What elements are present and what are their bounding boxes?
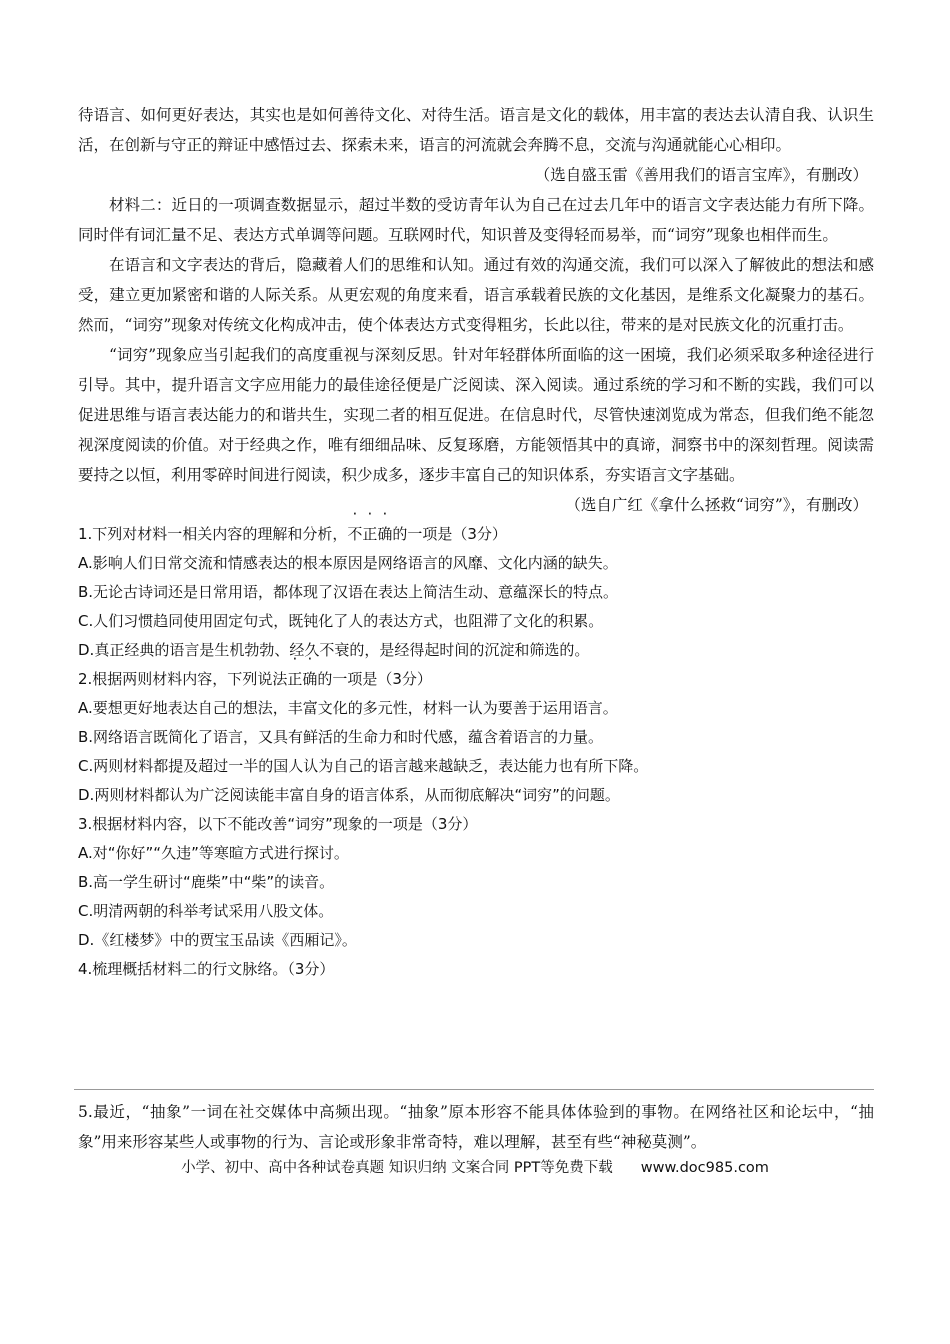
question-2-stem <box>78 665 874 694</box>
q1-stem-post: 的一项是（3分） <box>392 525 507 543</box>
q3-option-d: D.《红楼梦》中的贾宝玉品读《西厢记》。 <box>78 931 357 949</box>
q2-option-a: A.要想更好地表达自己的想法，丰富文化的多元性，材料一认为要善于运用语言。 <box>78 699 618 717</box>
page-divider <box>74 1089 874 1090</box>
question-1-stem <box>78 520 874 549</box>
question-4-stem: 4.梳理概括材料二的行文脉络。（3分） <box>78 960 335 978</box>
q3-option-a: A.对“你好”“久违”等寒暄方式进行探讨。 <box>78 844 349 862</box>
source-material2: （选自广红《拿什么拯救“词穷”》，有删改） <box>565 496 868 514</box>
q1-emphasis-char: 不 <box>347 525 363 543</box>
footer-site-link[interactable]: www.doc985.com <box>640 1160 769 1176</box>
q2-stem-post: 的一项是（3分） <box>317 670 432 688</box>
question-3-stem: 3.根据材料内容，以下不能改善“词穷”现象的一项是（3分） <box>78 815 478 833</box>
material1-tail: 待语言、如何更好表达，其实也是如何善待文化、对待生活。语言是文化的载体，用丰富的表达去认清自我、认识生活，在创新与守正的辩证中感悟过去、探索未来，语言的河流就会奔腾不息，交流与沟通就能心心相印。 <box>78 106 874 154</box>
material2-paragraph-2: 在语言和文字表达的背后，隐藏着人们的思维和认知。通过有效的沟通交流，我们可以深入了解彼此的想法和感受，建立更加紧密和谐的人际关系。从更宏观的角度来看，语言承载着民族的文化基因，是维系文化凝聚力的基石。然而，“词穷”现象对传统文化构成冲击，使个体表达方式变得粗劣，长此以往，带来的是对民族文化的沉重打击。 <box>78 256 874 334</box>
question-5 <box>78 1097 874 1157</box>
q2-option-c: C.两则材料都提及超过一半的国人认为自己的语言越来越缺乏，表达能力也有所下降。 <box>78 757 649 775</box>
q2-emphasis-char: 确 <box>302 670 318 688</box>
source-material1: （选自盛玉雷《善用我们的语言宝库》，有删改） <box>534 166 868 184</box>
q1-option-b: B.无论古诗词还是日常用语，都体现了汉语在表达上简洁生动、意蕴深长的特点。 <box>78 583 619 601</box>
page-footer <box>0 1156 950 1177</box>
q3-option-c: C.明清两朝的科举考试采用八股文体。 <box>78 902 334 920</box>
q2-stem-pre: 2.根据两则材料内容，下列说法 <box>78 670 288 688</box>
q1-stem-pre: 1.下列对材料一相关内容的理解和分析， <box>78 525 348 543</box>
footer-text: 小学、初中、高中各种试卷真题 知识归纳 文案合同 PPT等免费下载 <box>181 1160 613 1176</box>
q2-emphasis-char: 正 <box>287 670 303 688</box>
q1-option-d: D.真正经典的语言是生机勃勃、经久不衰的，是经得起时间的沉淀和筛选的。 <box>78 641 590 659</box>
q1-option-a: A.影响人们日常交流和情感表达的根本原因是网络语言的风靡、文化内涵的缺失。 <box>78 554 618 572</box>
question-5-text: 5.最近，“抽象”一词在社交媒体中高频出现。“抽象”原本形容不能具体体验到的事物。在网络社区和论坛中，“抽象”用来形容某些人或事物的行为、言论或形象非常奇特，难以理解，甚至有些“神秘莫测”。 <box>78 1103 874 1151</box>
exam-page <box>78 100 874 984</box>
q3-option-b: B.高一学生研讨“鹿柴”中“柴”的读音。 <box>78 873 335 891</box>
q1-emphasis-char: 正 <box>362 525 378 543</box>
q1-emphasis-char: 确 <box>377 525 393 543</box>
q2-option-b: B.网络语言既简化了语言，又具有鲜活的生命力和时代感，蕴含着语言的力量。 <box>78 728 604 746</box>
material2-paragraph-1: 材料二：近日的一项调查数据显示，超过半数的受访青年认为自己在过去几年中的语言文字表达能力有所下降。同时伴有词汇量不足、表达方式单调等问题。互联网时代，知识普及变得轻而易举，而“词穷”现象也相伴而生。 <box>78 196 874 244</box>
q2-option-d: D.两则材料都认为广泛阅读能丰富自身的语言体系，从而彻底解决“词穷”的问题。 <box>78 786 620 804</box>
q1-option-c: C.人们习惯趋同使用固定句式，既钝化了人的表达方式，也阻滞了文化的积累。 <box>78 612 604 630</box>
material2-paragraph-3: “词穷”现象应当引起我们的高度重视与深刻反思。针对年轻群体所面临的这一困境，我们必须采取多种途径进行引导。其中，提升语言文字应用能力的最佳途径便是广泛阅读、深入阅读。通过系统的学习和不断的实践，我们可以促进思维与语言表达能力的和谐共生，实现二者的相互促进。在信息时代，尽管快速浏览成为常态，但我们绝不能忽视深度阅读的价值。对于经典之作，唯有细细品味、反复琢磨，方能领悟其中的真谛，洞察书中的深刻哲理。阅读需要持之以恒，利用零碎时间进行阅读，积少成多，逐步丰富自己的知识体系，夯实语言文字基础。 <box>78 346 874 484</box>
